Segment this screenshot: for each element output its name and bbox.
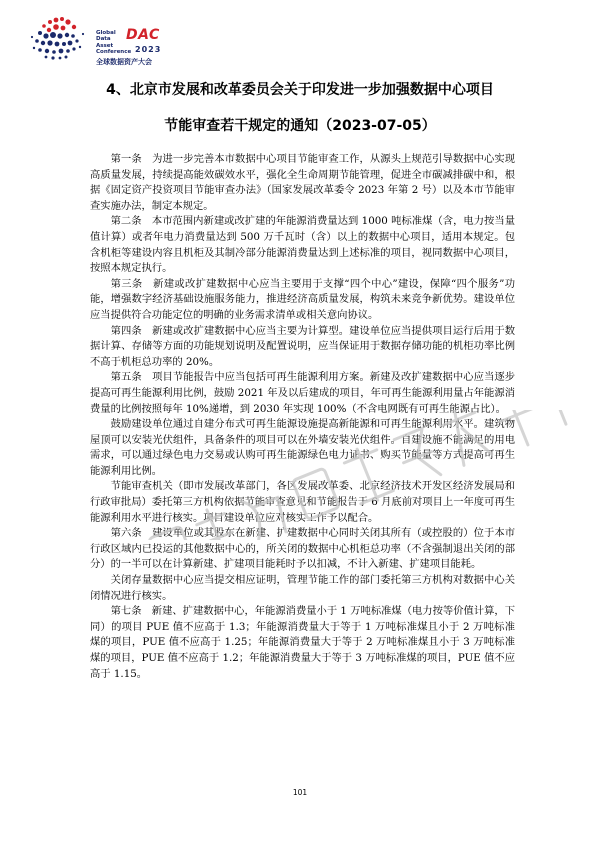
paragraph: 第一条 为进一步完善本市数据中心项目节能审查工作，从源头上规范引导数据中心实现高质量发展，持续提高能效碳效水平，强化全生命周期节能管理，促进全市碳减排碳中和，根据《固定资产投资项目节能审查办法》（国家发展改革委令 2023 年第 2 号）以及本市节能审查实施办法，制定本规定。: [90, 153, 515, 212]
conference-logo: [26, 14, 226, 64]
logo-brand: DAC: [126, 27, 160, 43]
logo-year: 2023: [135, 45, 162, 54]
logo-chinese-name: 全球数据资产大会: [96, 58, 152, 66]
dot-globe-icon: [26, 14, 90, 64]
logo-line: Conference: [96, 48, 132, 55]
paragraph: 第四条 新建或改扩建数据中心应当主要为计算型。建设单位应当提供项目运行后用于数据计算、存储等方面的功能规划说明及配置说明，应当保证用于数据存储功能的机柜功率比例不高于机柜总功率的 20%。: [90, 324, 515, 368]
page-number: 101: [292, 788, 308, 797]
document-title-line-1: 4、北京市发展和改革委员会关于印发进一步加强数据中心项目: [106, 82, 494, 98]
logo-line: Global: [96, 30, 116, 36]
paragraph: 第七条 新建、扩建数据中心，年能源消费量小于 1 万吨标准煤（电力按等价值计算，下同）的项目 PUE 值不应高于 1.3；年能源消费量大于等于 1 万吨标准煤且小于 2 万吨标准煤的项目，PUE 值不应高于 1.25；年能源消费量大于等于 2 万吨标准煤且小于 3 万吨标准煤的项目，PUE 值不应高于 1.2；年能源消费量大于等于 3 万吨标准煤的项目，PUE 值不应高于 1.15。: [90, 605, 515, 680]
paragraph: 关闭存量数据中心应当提交相应证明，管理节能工作的部门委托第三方机构对数据中心关闭情况进行核实。: [90, 574, 515, 602]
document-title-line-2: 节能审查若干规定的通知（2023-07-05）: [164, 118, 436, 134]
paragraph: 第六条 建设单位或其股东在新建、扩建数据中心同时关闭其所有（或控股的）位于本市行政区域内已投运的其他数据中心的，所关闭的数据中心机柜总功率（不含强制退出关闭的部分）的一半可以在计算新建、扩建项目能耗时予以扣减，不计入新建、扩建项目能耗。: [90, 527, 515, 571]
paragraph: 第二条 本市范围内新建或改扩建的年能源消费量达到 1000 吨标准煤（含，电力按当量值计算）或者年电力消费量达到 500 万千瓦时（含）以上的数据中心项目，适用本规定。包含机柜等建设内容且机柜及其制冷部分能源消费量达到上述标准的项目，视同数据中心项目，按照本规定执行。: [90, 215, 515, 275]
logo-line: Asset: [96, 42, 114, 49]
paragraph: 节能审查机关（即市发展改革部门，各区发展改革委、北京经济技术开发区经济发展局和行政审批局）委托第三方机构依据节能审查意见和节能报告于 6 月底前对项目上一年度可再生能源利用水平进行核实。项目建设单位应对核实工作予以配合。: [90, 480, 515, 524]
logo-line: Data: [96, 36, 111, 43]
paragraph: 第三条 新建或改扩建数据中心应当主要用于支撑“四个中心”建设，保障“四个服务”功能，增强数字经济基础设施服务能力，推进经济高质量发展，构筑未来竞争新优势。建设单位应当提供符合功能定位的明确的业务需求清单或相关意向协议。: [90, 277, 515, 321]
paragraph: 鼓励建设单位通过自建分布式可再生能源设施提高新能源和可再生能源利用水平。建筑物屋顶可以安装光伏组件，具备条件的项目可以在外墙安装光伏组件。自建设施不能满足的用电需求，可以通过绿色电力交易或认购可再生能源绿色电力证书、购买节能量等方式提高可再生能源利用比例。: [90, 418, 515, 477]
document-body: [90, 152, 515, 682]
paragraph: 第五条 项目节能报告中应当包括可再生能源利用方案。新建及改扩建数据中心应当逐步提高可再生能源利用比例，鼓励 2021 年及以后建成的项目，年可再生能源利用量占年能源消费量的比例按照每年 10%递增，到 2030 年实现 100%（不含电网既有可再生能源占比）。: [90, 371, 515, 415]
